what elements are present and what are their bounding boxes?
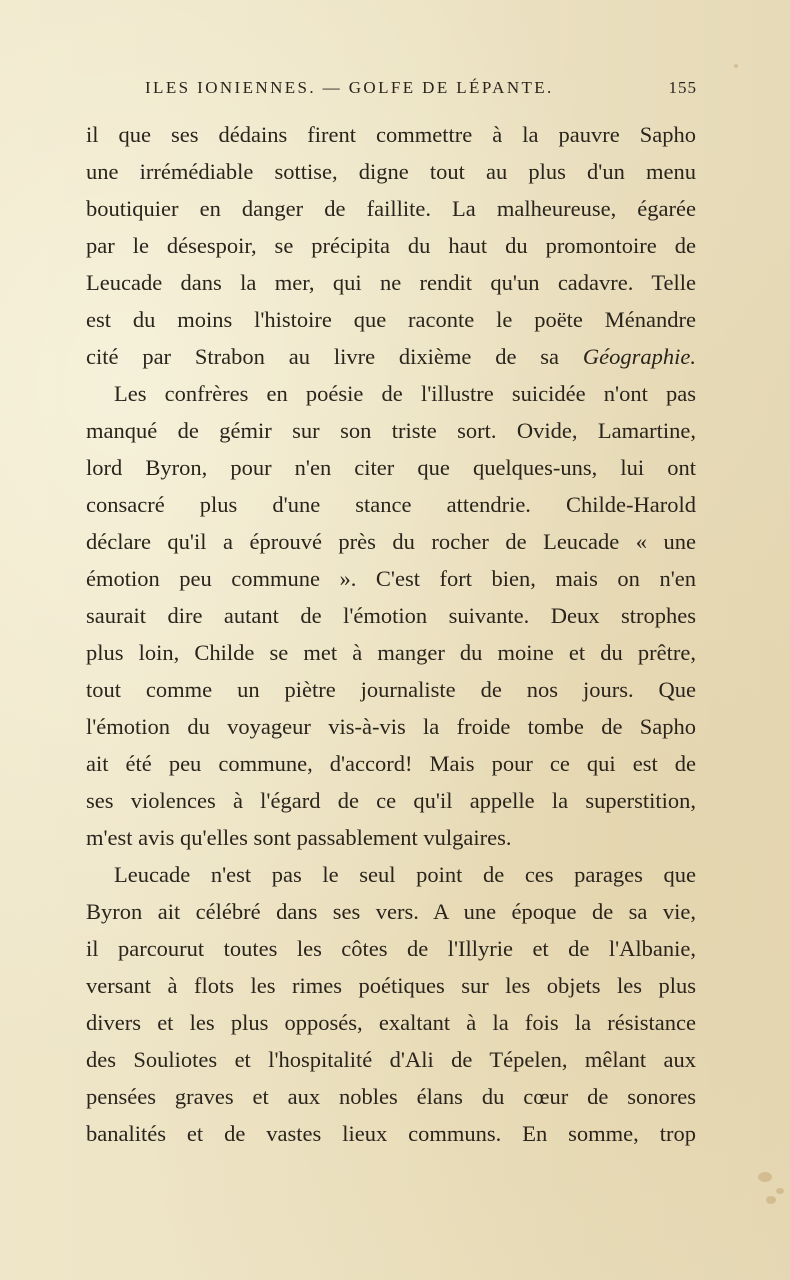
line-text: Byron ait célébré dans ses vers. A une époque de sa vie, <box>86 899 696 924</box>
text-line <box>86 523 696 560</box>
text-line <box>86 819 696 856</box>
text-line <box>86 930 696 967</box>
line-text: Leucade dans la mer, qui ne rendit qu'un cadavre. Telle <box>86 270 696 295</box>
line-text: l'émotion du voyageur vis-à-vis la froide tombe de Sapho <box>86 714 696 739</box>
body-text <box>86 116 696 1152</box>
text-line <box>86 1041 696 1078</box>
line-text: manqué de gémir sur son triste sort. Ovide, Lamartine, <box>86 418 696 443</box>
text-line <box>86 116 696 153</box>
line-text: lord Byron, pour n'en citer que quelques-uns, lui ont <box>86 455 696 480</box>
page-number: 155 <box>668 78 697 97</box>
text-line <box>86 745 696 782</box>
text-line <box>86 301 696 338</box>
line-text: Leucade n'est pas le seul point de ces parages que <box>114 862 696 887</box>
line-text: émotion peu commune ». C'est fort bien, mais on n'en <box>86 566 696 591</box>
text-line <box>86 782 696 819</box>
line-text: pensées graves et aux nobles élans du cœur de sonores <box>86 1084 696 1109</box>
line-text: Les confrères en poésie de l'illustre suicidée n'ont pas <box>114 381 696 406</box>
text-line <box>86 338 696 375</box>
line-text: cité par Strabon au livre dixième de sa <box>86 344 560 369</box>
text-line <box>86 1004 696 1041</box>
line-text: ses violences à l'égard de ce qu'il appelle la superstition, <box>86 788 696 813</box>
text-line <box>86 227 696 264</box>
line-text: tout comme un piètre journaliste de nos jours. Que <box>86 677 696 702</box>
text-line <box>86 412 696 449</box>
text-line <box>86 856 696 893</box>
line-text: ait été peu commune, d'accord! Mais pour ce qui est de <box>86 751 696 776</box>
text-line <box>86 1078 696 1115</box>
text-line <box>86 967 696 1004</box>
line-text: boutiquier en danger de faillite. La malheureuse, égarée <box>86 196 696 221</box>
text-line <box>86 190 696 227</box>
text-line <box>86 708 696 745</box>
line-text: plus loin, Childe se met à manger du moine et du prêtre, <box>86 640 696 665</box>
line-text: versant à flots les rimes poétiques sur les objets les plus <box>86 973 696 998</box>
text-line <box>86 1115 696 1152</box>
line-text: consacré plus d'une stance attendrie. Childe-Harold <box>86 492 696 517</box>
text-line <box>86 153 696 190</box>
running-title: ILES IONIENNES. — GOLFE DE LÉPANTE. <box>145 78 554 97</box>
line-text: il que ses dédains firent commettre à la pauvre Sapho <box>86 122 696 147</box>
line-text: une irrémédiable sottise, digne tout au plus d'un menu <box>86 159 696 184</box>
line-text: m'est avis qu'elles sont passablement vulgaires. <box>86 825 512 850</box>
text-line <box>86 486 696 523</box>
italic-title: Géographie. <box>582 344 696 369</box>
text-line <box>86 634 696 671</box>
line-text: divers et les plus opposés, exaltant à la fois la résistance <box>86 1010 696 1035</box>
line-text: banalités et de vastes lieux communs. En somme, trop <box>86 1121 696 1146</box>
paper-stain <box>776 1188 784 1194</box>
line-text: par le désespoir, se précipita du haut du promontoire de <box>86 233 696 258</box>
paper-stain <box>758 1172 772 1182</box>
text-line <box>86 597 696 634</box>
text-line <box>86 893 696 930</box>
text-line <box>86 264 696 301</box>
line-text: déclare qu'il a éprouvé près du rocher de Leucade « une <box>86 529 696 554</box>
paper-stain <box>734 64 738 68</box>
line-text: est du moins l'histoire que raconte le poëte Ménandre <box>86 307 696 332</box>
text-line <box>86 375 696 412</box>
text-line <box>86 671 696 708</box>
line-text: il parcourut toutes les côtes de l'Illyrie et de l'Albanie, <box>86 936 696 961</box>
paper-stain <box>766 1196 776 1204</box>
line-text: saurait dire autant de l'émotion suivante. Deux strophes <box>86 603 696 628</box>
running-header <box>145 74 697 102</box>
text-line <box>86 560 696 597</box>
line-text: des Souliotes et l'hospitalité d'Ali de Tépelen, mêlant aux <box>86 1047 696 1072</box>
text-line <box>86 449 696 486</box>
